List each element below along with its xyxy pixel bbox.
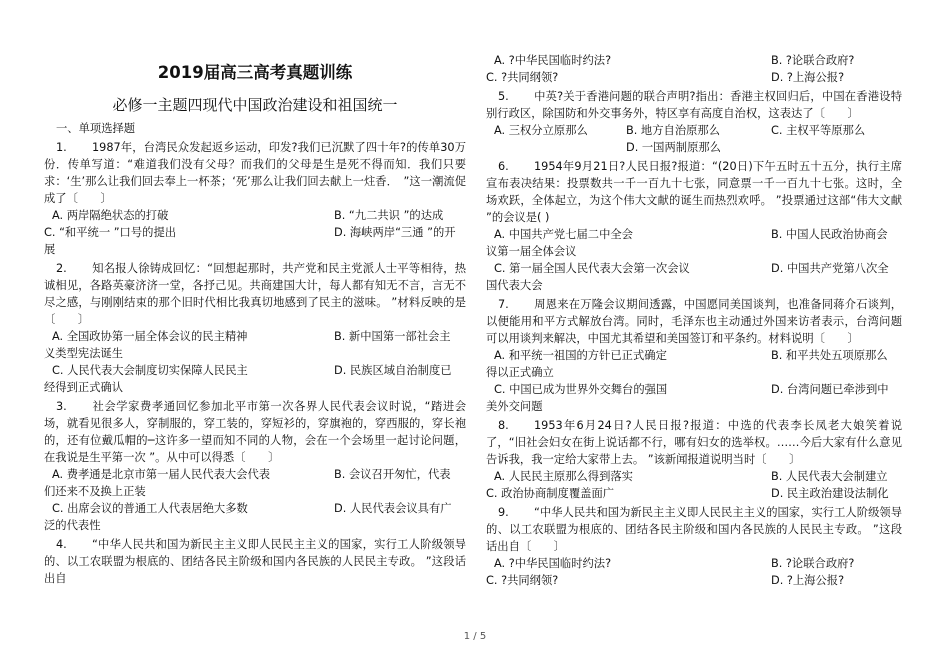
option-c: C. 第一届全国人民代表大会第一次会议 — [494, 262, 690, 275]
question-text: 知名报人徐铸成回忆：“回想起那时，共产党和民主党派人士平等相待，热诚相见，各路英豪济济一堂，各抒己见。共商建国大计，每人都有知无不言，言无不尽之感，与刚刚结束的那个旧时代相比我真切地感到了民主的滋味。 ”材料反映的是〔 〕 — [44, 262, 466, 326]
question-2 — [44, 260, 466, 396]
option-a: A. ?中华民国临时约法? — [494, 557, 612, 570]
option-a: A. 中国共产党七届二中全会 — [494, 228, 633, 241]
option-a: A. 和平统一祖国的方针已正式确定 — [494, 349, 667, 362]
question-number: 3. — [56, 400, 67, 413]
option-b: B. ?论联合政府? — [771, 54, 855, 67]
option-d-continued: 展 — [44, 243, 56, 256]
option-d: D. 一国两制原那么 — [626, 141, 721, 154]
question-text: “中华人民共和国为新民主主义即人民民主主义的国家，实行工人阶级领导的、以工农联盟为根底的、团结各民主阶级和国内各民族的人民民主专政。 ”这段话出自 — [44, 538, 466, 585]
option-a: A. 全国政协第一届全体会议的民主精神 — [52, 330, 248, 343]
option-c: C. 主权平等原那么 — [771, 124, 866, 137]
option-b-continued: 义类型宪法诞生 — [44, 347, 124, 360]
option-c: C. ?共同纲领? — [486, 574, 559, 587]
option-b-continued: 得以正式确立 — [486, 366, 554, 379]
option-c: C. 政治协商制度覆盖面广 — [486, 487, 615, 500]
question-7 — [486, 296, 902, 415]
option-d: D. 中国共产党第八次全 — [771, 262, 889, 275]
option-d: D. 民族区域自治制度已 — [334, 364, 452, 377]
question-4 — [44, 536, 466, 587]
question-number: 6. — [498, 160, 509, 173]
page-indicator: 1 / 5 — [463, 631, 487, 642]
question-number: 1. — [56, 141, 67, 154]
option-b: B. 地方自治原那么 — [626, 124, 721, 137]
question-9 — [486, 504, 902, 589]
option-b-continued: 议第一届全体会议 — [486, 245, 577, 258]
question-text: 周恩来在万隆会议期间透露，中国愿同美国谈判，也准备同蒋介石谈判，以便能用和平方式解放台湾。同时，毛泽东也主动通过外国来访者表示，台湾问题可以用谈判来解决，中国尤其希望和美国签订和平条约。材料说明〔 〕 — [486, 298, 902, 345]
question-8 — [486, 417, 902, 502]
option-d: D. 人民代表会议具有广 — [334, 502, 452, 515]
option-c: C. ?共同纲领? — [486, 71, 559, 84]
option-c: C. “和平统一 ”口号的提出 — [44, 226, 177, 239]
question-text: 中英?关于香港问题的联合声明?指出：香港主权回归后，中国在香港设特别行政区，除国防和外交事务外，特区享有高度自治权，这表达了〔 〕 — [486, 90, 902, 120]
option-b: B. 和平共处五项原那么 — [771, 349, 888, 362]
option-d: D. ?上海公报? — [771, 71, 845, 84]
option-d-continued: 国代表大会 — [486, 279, 543, 292]
option-b: B. 中国人民政治协商会 — [771, 228, 888, 241]
question-text: 1953年6月24日?人民日报?报道：中选的代表李长凤老大娘笑着说了，“旧社会妇女在街上说话都不行，哪有妇女的选举权。……今后大家有什么意见告诉我，我一定给大家带上去。 ”该新闻报道说明当时〔 〕 — [486, 419, 902, 466]
page-title: 2019届高三高考真题训练 — [157, 63, 353, 82]
question-text: 社会学家费孝通回忆参加北平市第一次各界人民代表会议时说，“踏进会场，就看见很多人，穿制服的，穿工装的，穿短衫的，穿旗袍的，穿西服的，穿长袍的，还有位戴瓜帽的─这许多一望而知不同的人物，会在一个会场里一起讨论问题，在我说是生平第一次 ”。从中可以得悉〔 〕 — [44, 400, 466, 464]
question-3 — [44, 398, 466, 534]
question-6 — [486, 158, 902, 294]
option-b: B. 会议召开匆忙，代表 — [334, 468, 451, 481]
question-number: 4. — [56, 538, 67, 551]
option-a: A. 人民民主原那么得到落实 — [494, 470, 633, 483]
option-b: B. ?论联合政府? — [771, 557, 855, 570]
question-5 — [486, 88, 902, 156]
option-d: D. ?上海公报? — [771, 574, 845, 587]
option-c: C. 出席会议的普通工人代表居绝大多数 — [52, 502, 248, 515]
question-number: 2. — [56, 262, 67, 275]
question-number: 5. — [498, 90, 509, 103]
option-d: D. 民主政治建设法制化 — [771, 487, 889, 500]
left-column — [44, 0, 466, 587]
option-d: D. 海峡两岸“三通 ”的开 — [334, 226, 456, 239]
option-d-continued: 泛的代表性 — [44, 519, 101, 532]
page-subtitle: 必修一主题四现代中国政治建设和祖国统一 — [112, 96, 398, 114]
option-b: B. “九二共识 ”的达成 — [334, 209, 444, 222]
section-heading: 一、单项选择题 — [56, 122, 136, 135]
right-column — [486, 52, 902, 589]
question-number: 8. — [498, 419, 509, 432]
question-text: 1987年，台湾民众发起返乡运动，印发?我们已沉默了四十年?的传单30万份．传单写道：“难道我们没有父母？而我们的父母是生是死不得而知．我们只要求：‘生’那么让我们回去奉上一杯茶；‘死’那么让我们回去献上一炷香． ”这一潮流促成了〔 〕 — [44, 141, 466, 205]
option-b: B. 人民代表大会制建立 — [771, 470, 888, 483]
option-a: A. ?中华民国临时约法? — [494, 54, 612, 67]
question-1 — [44, 139, 466, 258]
option-a: A. 三权分立原那么 — [494, 124, 588, 137]
question-text: “中华人民共和国为新民主主义即人民民主主义的国家，实行工人阶级领导的、以工农联盟为根底的、团结各民主阶级和国内各民族的人民民主专政。 ”这段话出自〔 〕 — [486, 506, 902, 553]
option-b-continued: 们还来不及换上正装 — [44, 485, 146, 498]
option-a: A. 费孝通是北京市第一届人民代表大会代表 — [52, 468, 271, 481]
question-4-options — [486, 52, 902, 86]
option-d-continued: 美外交问题 — [486, 400, 543, 413]
question-number: 7. — [498, 298, 509, 311]
question-number: 9. — [498, 506, 509, 519]
question-text: 1954年9月21日?人民日报?报道：“(20日)下午五时五十五分，执行主席宣布表决结果：投票数共一千一百九十七张，同意票一千一百九十七张。这时，全场欢跃，全体起立，为这个伟大文献的诞生而热烈欢呼。 ”投票通过这部“伟大文献 ”的会议是( ) — [486, 160, 902, 224]
option-c: C. 人民代表大会制度切实保障人民民主 — [52, 364, 248, 377]
option-b: B. 新中国第一部社会主 — [334, 330, 451, 343]
option-d: D. 台湾问题已牵涉到中 — [771, 383, 889, 396]
option-d-continued: 经得到正式确认 — [44, 381, 124, 394]
option-a: A. 两岸隔绝状态的打破 — [52, 209, 169, 222]
option-c: C. 中国已成为世界外交舞台的强国 — [494, 383, 668, 396]
